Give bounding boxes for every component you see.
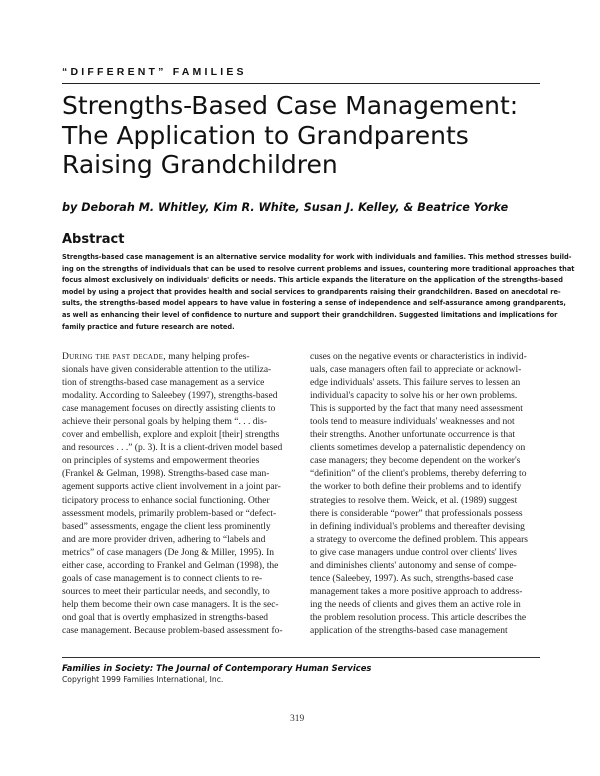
body-line: case managers; they become dependent on the worker's [310,456,521,467]
abstract-line: model by using a project that provides health and social services to grandparents raising their grandchildren. Based on anecdotal re- [62,287,561,296]
body-line: ond goal that is overtly emphasized in strengths-based [62,612,269,623]
footer-rule [62,657,540,658]
abstract-heading: Abstract [62,232,125,247]
body-line: and resources . . .” (p. 3). It is a client-driven model based [62,443,283,454]
abstract-text [62,252,575,333]
title-line: The Application to Grandparents [62,120,469,150]
body-line [62,351,292,364]
section-label: “DIFFERENT” FAMILIES [62,66,247,78]
abstract-line: Strengths-based case management is an alternative service modality for work with individuals and families. This method stresses build- [62,253,572,261]
body-line: ing the needs of clients and gives them an active role in [310,599,521,610]
body-line: (Frankel & Gelman, 1998). Strengths-based case man- [62,469,270,480]
abstract-line: family practice and future research are noted. [62,322,235,331]
title-line: Strengths-Based Case Management: [62,91,519,120]
copyright-notice: Copyright 1999 Families International, Inc. [62,675,224,684]
body-line: individual's capacity to solve his or her own problems. [310,391,518,402]
body-line: help them become their own case managers. It is the sec- [62,599,279,610]
title-line: Raising Grandchildren [62,150,338,179]
body-line: clients sometimes develop a paternalistic dependency on [310,443,526,454]
abstract-line: as well as enhancing their level of confidence to nurture and support their grandchildren. Suggested limitations and implications for [62,310,558,319]
body-line: assessment models, primarily problem-based or “defect- [62,508,277,519]
body-line: cover and embellish, explore and exploit [their] strengths [62,430,280,441]
page-number: 319 [290,714,305,724]
body-line: the problem resolution process. This article describes the [310,612,527,623]
body-line: a strategy to overcome the defined problem. This appears [310,534,528,545]
body-line: strategies to resolve them. Weick, et al. (1989) suggest [310,495,518,506]
body-line: uals, case managers often fail to appreciate or acknowl- [310,365,522,376]
body-line: tools tend to measure individuals' weaknesses and not [310,417,515,428]
body-line: metrics” of case managers (De Jong & Miller, 1995). In [62,547,274,558]
journal-name: Families in Society: The Journal of Contemporary Human Services [62,663,372,673]
body-column-right [310,351,540,638]
body-line: ticipatory process to enhance social functioning. Other [62,495,270,506]
body-line: and diminishes clients' autonomy and sense of compe- [310,560,517,571]
body-line: based” assessments, engage the client less prominently [62,521,271,532]
body-line: edge individuals' assets. This failure serves to lessen an [310,378,521,389]
body-line: and are more provider driven, adhering to “labels and [62,534,266,545]
body-column-left [62,351,292,638]
header-rule [62,83,540,84]
article-title [62,91,542,180]
body-line-rest: many helping profes- [165,352,250,362]
body-line: sionals have given considerable attention to the utiliza- [62,365,272,376]
body-line: in defining individual's problems and thereafter devising [310,521,525,532]
body-line: “definition” of the client's problems, thereby deferring to [310,469,527,480]
abstract-line: sults, the strengths-based model appears to have value in fostering a sense of independence and self-assurance among grandparents, [62,299,566,308]
body-line: cuses on the negative events or characteristics in individ- [310,352,527,362]
body-line: agement supports active client involvement in a joint par- [62,482,281,493]
author-byline: by Deborah M. Whitley, Kim R. White, Susan J. Kelley, & Beatrice Yorke [62,201,509,214]
body-line: This is supported by the fact that many need assessment [310,404,523,415]
body-line: their strengths. Another unfortunate occurrence is that [310,430,515,441]
body-line: to give case managers undue control over clients' lives [310,547,517,558]
body-line: application of the strengths-based case management [310,625,508,636]
body-line: the worker to both define their problems and to identify [310,482,522,493]
body-line: either case, according to Frankel and Gelman (1998), the [62,560,279,571]
body-line: management takes a more positive approach to address- [310,586,523,597]
body-line: there is considerable “power” that professionals possess [310,508,523,519]
body-line: modality. According to Saleebey (1997), strengths-based [62,391,278,402]
body-line: tion of strengths-based case management as a service [62,378,265,389]
body-line: tence (Saleebey, 1997). As such, strengths-based case [310,573,514,584]
body-line: sources to meet their particular needs, and secondly, to [62,586,270,597]
abstract-line: ing on the strengths of individuals that can be used to resolve current problems and issues, countering more traditional approaches that [62,264,575,273]
lead-in: During the past decade, [62,352,166,362]
body-line: on principles of systems and empowerment theories [62,456,260,467]
body-line: goals of case management is to connect clients to re- [62,573,263,584]
abstract-line: focus almost exclusively on individuals' deficits or needs. This article expands the literature on the application of the strengths-based [62,276,563,285]
body-line: case management. Because problem-based assessment fo- [62,625,283,636]
body-line: case management focuses on directly assisting clients to [62,404,276,415]
body-line: achieve their personal goals by helping them “. . . dis- [62,417,267,428]
